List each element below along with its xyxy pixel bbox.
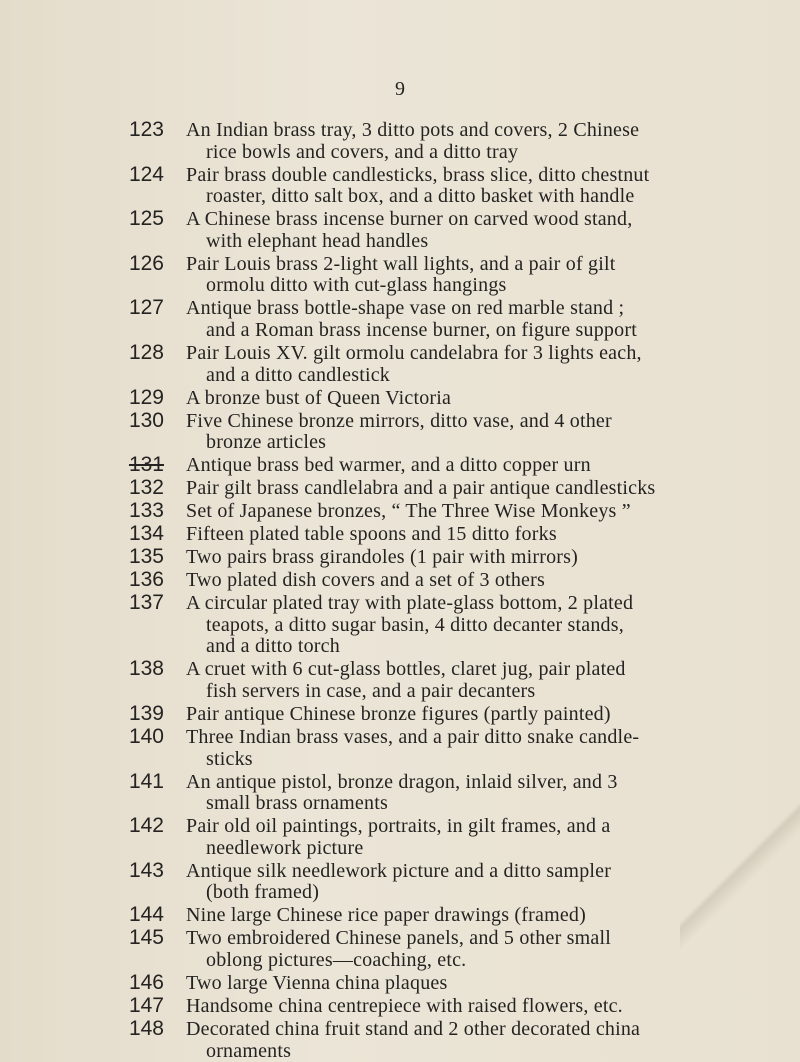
lot-description-continuation: and a ditto torch [206,635,340,658]
lot-description [186,593,776,658]
lot-description-line: Two large Vienna china plaques [186,972,448,994]
lot-description-continuation: rice bowls and covers, and a ditto tray [206,140,519,163]
page-number: 9 [395,78,405,100]
lot-description [186,1019,776,1062]
lot-description-continuation: fish servers in case, and a pair decanters [206,679,536,702]
lot-description-continuation: (both framed) [206,881,320,904]
lot-description-line: Two pairs brass girandoles (1 pair with mirrors) [186,546,579,569]
lot-number: 128 [128,341,164,364]
lot-description-line: Two embroidered Chinese panels, and 5 other small [186,927,611,950]
lot-description-line: Antique silk needlework picture and a ditto sampler [186,859,612,882]
lot-number: 137 [128,591,164,615]
lot-description-line: Set of Japanese bronzes, “ The Three Wise Monkeys ” [186,500,631,523]
lot-description [186,704,776,726]
lot-number: 130 [128,408,164,432]
lot-description-continuation: and a ditto candlestick [206,363,390,386]
lot-description [186,209,776,252]
lot-number: 134 [128,522,164,546]
lot-description [186,455,776,477]
lot-description-line: An antique pistol, bronze dragon, inlaid silver, and 3 [186,770,618,793]
lot-description [186,547,776,569]
lot-description [186,524,776,546]
lot-number: 139 [128,702,164,725]
lot-number: 142 [128,814,164,838]
lot-description-line: Pair Louis XV. gilt ormolu candelabra for 3 lights each, [186,342,642,364]
lot-number: 127 [128,296,164,320]
lot-number: 136 [128,568,164,592]
lot-description-continuation: oblong pictures—coaching, etc. [206,948,467,971]
lot-description-line: A cruet with 6 cut-glass bottles, claret jug, pair plated [186,658,626,681]
lot-description [186,478,776,500]
lot-number: 132 [128,476,164,500]
lot-number: 147 [128,994,164,1017]
lot-description-line: Antique brass bed warmer, and a ditto copper urn [186,454,591,477]
lot-description [186,298,776,341]
lot-description-line: Decorated china fruit stand and 2 other decorated china [186,1018,641,1040]
lot-description-line: Three Indian brass vases, and a pair ditto snake candle- [186,726,640,748]
paper-crease [680,744,800,994]
lot-description [186,165,776,208]
lot-description-line: Pair gilt brass candlelabra and a pair antique candlesticks [186,477,656,500]
lot-description [186,120,776,163]
lot-description-line: A Chinese brass incense burner on carved wood stand, [186,208,633,231]
lot-number: 126 [128,251,164,275]
lot-number: 131 [128,453,164,477]
lot-number: 123 [128,118,164,141]
lot-number: 140 [128,725,164,748]
lot-description [186,411,776,454]
lot-number: 133 [128,499,164,523]
lot-description-continuation: small brass ornaments [206,792,388,815]
lot-number: 141 [128,769,164,793]
lot-description [186,343,776,386]
lot-description-continuation: ornaments [206,1039,292,1062]
lot-description-line: Pair antique Chinese bronze figures (partly painted) [186,703,611,725]
lot-description-continuation: needlework picture [206,836,364,859]
lot-description-continuation: with elephant head handles [206,229,429,252]
lot-description-continuation: teapots, a ditto sugar basin, 4 ditto decanter stands, [206,613,624,636]
lot-description-line: Handsome china centrepiece with raised flowers, etc. [186,995,623,1017]
lot-description-continuation: ormolu ditto with cut-glass hangings [206,274,507,297]
lot-description-line: Fifteen plated table spoons and 15 ditto forks [186,523,557,546]
lot-description [186,996,776,1018]
lot-description-line: A bronze bust of Queen Victoria [186,386,452,409]
lot-number: 135 [128,545,164,569]
lot-number: 124 [128,162,164,186]
lot-number: 125 [128,207,164,231]
lot-number: 145 [128,926,164,950]
lot-description-line: Two plated dish covers and a set of 3 others [186,569,545,592]
lot-description-line: Pair Louis brass 2-light wall lights, and a pair of gilt [186,252,616,275]
lot-number: 143 [128,858,164,882]
lot-description-line: Pair brass double candlesticks, brass slice, ditto chestnut [186,163,650,186]
lot-description-line: Antique brass bottle-shape vase on red marble stand ; [186,297,625,320]
lot-description-continuation: and a Roman brass incense burner, on figure support [206,318,637,341]
lot-description-continuation: sticks [206,747,253,770]
lot-number: 129 [128,385,164,409]
lot-description [186,254,776,297]
lot-description-line: Nine large Chinese rice paper drawings (framed) [186,904,586,927]
lot-description-line: An Indian brass tray, 3 ditto pots and covers, 2 Chinese [186,119,640,141]
lot-description [186,501,776,523]
lot-description-continuation: bronze articles [206,431,327,454]
lot-number: 144 [128,903,164,927]
lot-number: 146 [128,971,164,994]
lot-number: 138 [128,657,164,681]
lot-description-line: Pair old oil paintings, portraits, in gilt frames, and a [186,815,611,838]
lot-description-line: Five Chinese bronze mirrors, ditto vase, and 4 other [186,409,612,432]
lot-description [186,659,776,702]
lot-description [186,388,776,410]
lot-description-continuation: roaster, ditto salt box, and a ditto basket with handle [206,185,635,208]
lot-number: 148 [128,1017,164,1040]
lot-description-line: A circular plated tray with plate-glass bottom, 2 plated [186,592,634,615]
lot-description [186,570,776,592]
